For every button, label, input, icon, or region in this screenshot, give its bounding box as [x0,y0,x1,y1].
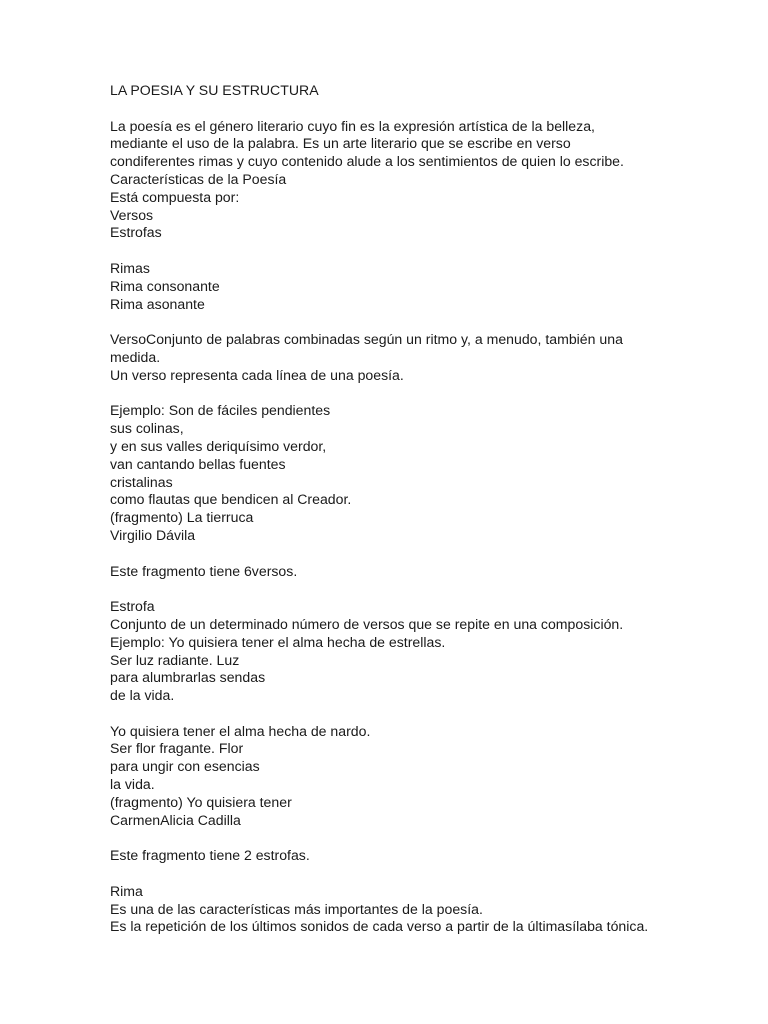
text-line: Es una de las características más importantes de la poesía. [110,900,483,917]
paragraph-spacer [110,385,710,403]
text-line: la vida. [110,776,155,793]
text-line: Rima [110,882,143,899]
paragraph [110,563,710,581]
text-line: Estrofa [110,598,155,615]
paragraph-spacer [110,580,710,598]
text-line: para ungir con esencias [110,758,260,775]
text-line: mediante el uso de la palabra. Es un arte literario que se escribe en verso [110,135,571,152]
paragraph-spacer [110,313,710,331]
document-title: LA POESIA Y SU ESTRUCTURA [110,82,319,98]
text-line: Estrofas [110,224,162,241]
text-line: Este fragmento tiene 6versos. [110,562,298,579]
text-line: Conjunto de un determinado número de versos que se repite en una composición. [110,615,624,632]
text-line: Ser flor fragante. Flor [110,740,244,757]
text-line: cristalinas [110,473,173,490]
text-line: Características de la Poesía [110,170,287,187]
text-line: Este fragmento tiene 2 estrofas. [110,847,310,864]
text-line: condiferentes rimas y cuyo contenido alude a los sentimientos de quien lo escribe. [110,153,624,170]
text-line: y en sus valles deriquísimo verdor, [110,437,327,454]
paragraph-spacer [110,100,710,118]
text-line: La poesía es el género literario cuyo fin es la expresión artística de la belleza, [110,117,595,134]
text-line: Yo quisiera tener el alma hecha de nardo. [110,722,371,739]
text-line: van cantando bellas fuentes [110,455,286,472]
paragraph-spacer [110,705,710,723]
paragraph [110,883,710,936]
text-line: Ser luz radiante. Luz [110,651,240,668]
text-line: CarmenAlicia Cadilla [110,811,241,828]
document-page [110,82,710,936]
paragraph-spacer [110,545,710,563]
text-line: Un verso representa cada línea de una poesía. [110,366,404,383]
text-line: Ejemplo: Son de fáciles pendientes [110,402,331,419]
paragraph [110,118,710,243]
text-line: Está compuesta por: [110,188,240,205]
paragraph-spacer [110,829,710,847]
text-line: como flautas que bendicen al Creador. [110,491,352,508]
text-line: Rima asonante [110,295,205,312]
paragraph [110,260,710,313]
text-line: Es la repetición de los últimos sonidos de cada verso a partir de la últimasílaba tónica. [110,918,649,935]
text-line: Rimas [110,259,150,276]
text-line: (fragmento) Yo quisiera tener [110,793,292,810]
paragraph [110,402,710,544]
paragraph-spacer [110,242,710,260]
document-body [110,100,710,936]
text-line: (fragmento) La tierruca [110,509,254,526]
text-line: medida. [110,348,161,365]
paragraph [110,598,710,705]
text-line: sus colinas, [110,420,184,437]
text-line: Ejemplo: Yo quisiera tener el alma hecha de estrellas. [110,633,446,650]
paragraph [110,847,710,865]
text-line: para alumbrarlas sendas [110,669,266,686]
text-line: Virgilio Dávila [110,526,196,543]
paragraph [110,723,710,830]
text-line: Rima consonante [110,277,220,294]
paragraph-spacer [110,865,710,883]
text-line: Versos [110,206,154,223]
text-line: VersoConjunto de palabras combinadas según un ritmo y, a menudo, también una [110,331,623,348]
paragraph [110,331,710,384]
text-line: de la vida. [110,687,175,704]
